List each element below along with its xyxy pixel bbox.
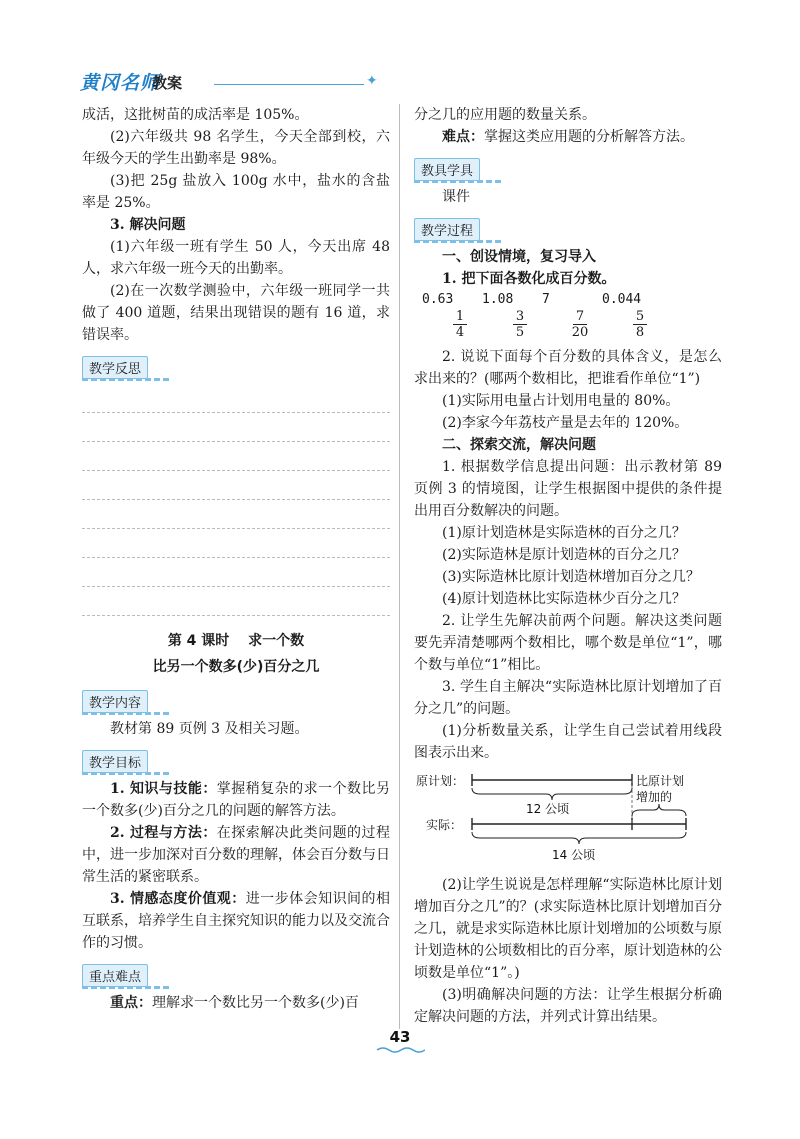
paragraph: (2)实际造林是原计划造林的百分之几？ xyxy=(442,547,686,563)
paragraph: (3)把 25g 盐放入 100g 水中，盐水的含盐率是 25%。 xyxy=(82,173,390,211)
right-column xyxy=(414,104,722,1028)
paragraph: 2. 说说下面每个百分数的具体含义，是怎么求出来的？(哪两个数相比，把谁看作单位“1”) xyxy=(414,349,722,387)
subheading: 二、探索交流，解决问题 xyxy=(442,437,596,453)
decimal-value: 0.63 xyxy=(422,292,454,307)
paragraph: 2. 让学生先解决前两个问题。解决这类问题要先弄清楚哪两个数相比，哪个数是单位“1”，哪个数与单位“1”相比。 xyxy=(414,613,722,673)
paragraph: 3. 学生自主解决“实际造林比原计划增加了百分之几”的问题。 xyxy=(414,679,722,717)
lesson-title xyxy=(82,628,390,680)
header-subtitle: 教案 xyxy=(152,74,183,92)
wave-ornament-icon xyxy=(375,1046,425,1054)
actual-label: 实际： xyxy=(426,818,463,832)
paragraph: (2)在一次数学测验中，六年级一班同学一共做了 400 道题，结果出现错误的题有 16 道，求错误率。 xyxy=(82,283,390,343)
extra-label-line-1: 比原计划 xyxy=(636,774,685,788)
fraction: $\frac{1}{4}$ xyxy=(430,309,490,340)
extra-label-line-2: 增加的 xyxy=(636,790,673,804)
lesson-title-line-2: 比另一个数多(少)百分之几 xyxy=(152,659,320,675)
section-tag-label: 教学反思 xyxy=(82,356,148,379)
section-tag-label: 教学内容 xyxy=(82,690,148,713)
fraction-list xyxy=(414,309,722,340)
lesson-title-line-1: 第 4 课时 求一个数 xyxy=(167,633,305,649)
paragraph: (1)分析数量关系，让学生自己尝试着用线段图表示出来。 xyxy=(414,723,722,761)
decimal-value: 1.08 xyxy=(482,292,514,307)
paragraph: 1. 把下面各数化成百分数。 xyxy=(442,271,616,287)
paragraph: (3)实际造林比原计划造林增加百分之几？ xyxy=(442,569,700,585)
page-number: 43 xyxy=(389,1028,411,1046)
decimal-value: 0.044 xyxy=(602,292,642,307)
fraction: $\frac{3}{5}$ xyxy=(490,309,550,340)
page-footer xyxy=(370,1028,430,1054)
section-tag-key-points xyxy=(82,964,390,986)
paragraph: (2)六年级共 98 名学生，今天全部到校，六年级今天的学生出勤率是 98%。 xyxy=(82,129,390,167)
brand-logo: 黄冈名师 xyxy=(80,72,161,94)
paragraph: (4)原计划造林比实际造林少百分之几？ xyxy=(442,591,686,607)
paragraph: (2)李家今年荔枝产量是去年的 120%。 xyxy=(442,415,689,431)
section-tag-tools xyxy=(414,158,722,180)
section-tag-reflection xyxy=(82,356,390,378)
paragraph: 成活，这批树苗的成活率是 105%。 xyxy=(82,107,309,123)
header-rule xyxy=(214,84,364,85)
section-tag-process xyxy=(414,218,722,240)
section-tag-label: 重点难点 xyxy=(82,964,148,987)
subheading: 一、创设情境，复习导入 xyxy=(442,249,596,265)
paragraph: (1)实际用电量占计划用电量的 80%。 xyxy=(442,393,680,409)
paragraph: (1)六年级一班有学生 50 人，今天出席 48 人，求六年级一班今天的出勤率。 xyxy=(82,239,390,277)
goal-item: 2. 过程与方法：在探索解决此类问题的过程中，进一步加深对百分数的理解，体会百分数与日常生活的紧密联系。 xyxy=(82,825,390,885)
column-divider xyxy=(399,104,400,1029)
left-column xyxy=(82,104,390,1014)
paragraph: (3)明确解决问题的方法：让学生根据分析确定解决问题的方法，并列式计算出结果。 xyxy=(414,987,722,1025)
difficulty: 难点：掌握这类应用题的分析解答方法。 xyxy=(442,129,694,145)
decimal-list xyxy=(414,292,722,307)
reflection-lines xyxy=(82,384,390,616)
key-point: 重点：理解求一个数比另一个数多(少)百 xyxy=(110,995,359,1011)
paragraph: 分之几的应用题的数量关系。 xyxy=(414,107,596,123)
subheading: 3. 解决问题 xyxy=(110,217,186,233)
actual-value: 14 公顷 xyxy=(552,848,596,862)
section-tag-goals xyxy=(82,750,390,772)
section-tag-label: 教学目标 xyxy=(82,750,148,773)
page-header xyxy=(80,66,378,96)
goal-item: 3. 情感态度价值观：进一步体会知识间的相互联系，培养学生自主探究知识的能力以及交流合作的习惯。 xyxy=(82,891,390,951)
paragraph: (1)原计划造林是实际造林的百分之几？ xyxy=(442,525,686,541)
line-segment-diagram xyxy=(414,768,722,870)
fraction: $\frac{7}{20}$ xyxy=(571,309,589,340)
plan-label: 原计划： xyxy=(416,774,465,788)
paragraph: (2)让学生说说是怎样理解“实际造林比原计划增加百分之几”的？(求实际造林比原计划增加百分之几，就是求实际造林比原计划增加的公顷数与原计划造林的公顷数相比的百分率，原计划造林的公顷数是单位“1”。) xyxy=(414,877,722,981)
fraction: $\frac{5}{8}$ xyxy=(610,309,670,340)
goal-item: 1. 知识与技能：掌握稍复杂的求一个数比另一个数多(少)百分之几的问题的解答方法。 xyxy=(82,781,390,819)
star-icon: ✦ xyxy=(366,73,378,89)
paragraph: 课件 xyxy=(442,189,470,205)
plan-value: 12 公顷 xyxy=(526,802,570,816)
paragraph: 教材第 89 页例 3 及相关习题。 xyxy=(110,721,309,737)
paragraph: 1. 根据数学信息提出问题：出示教材第 89 页例 3 的情境图，让学生根据图中提供的条件提出用百分数解决的问题。 xyxy=(414,459,722,519)
section-tag-label: 教学过程 xyxy=(414,218,480,241)
section-tag-content xyxy=(82,690,390,712)
section-tag-label: 教具学具 xyxy=(414,158,480,181)
decimal-value: 7 xyxy=(542,292,550,307)
